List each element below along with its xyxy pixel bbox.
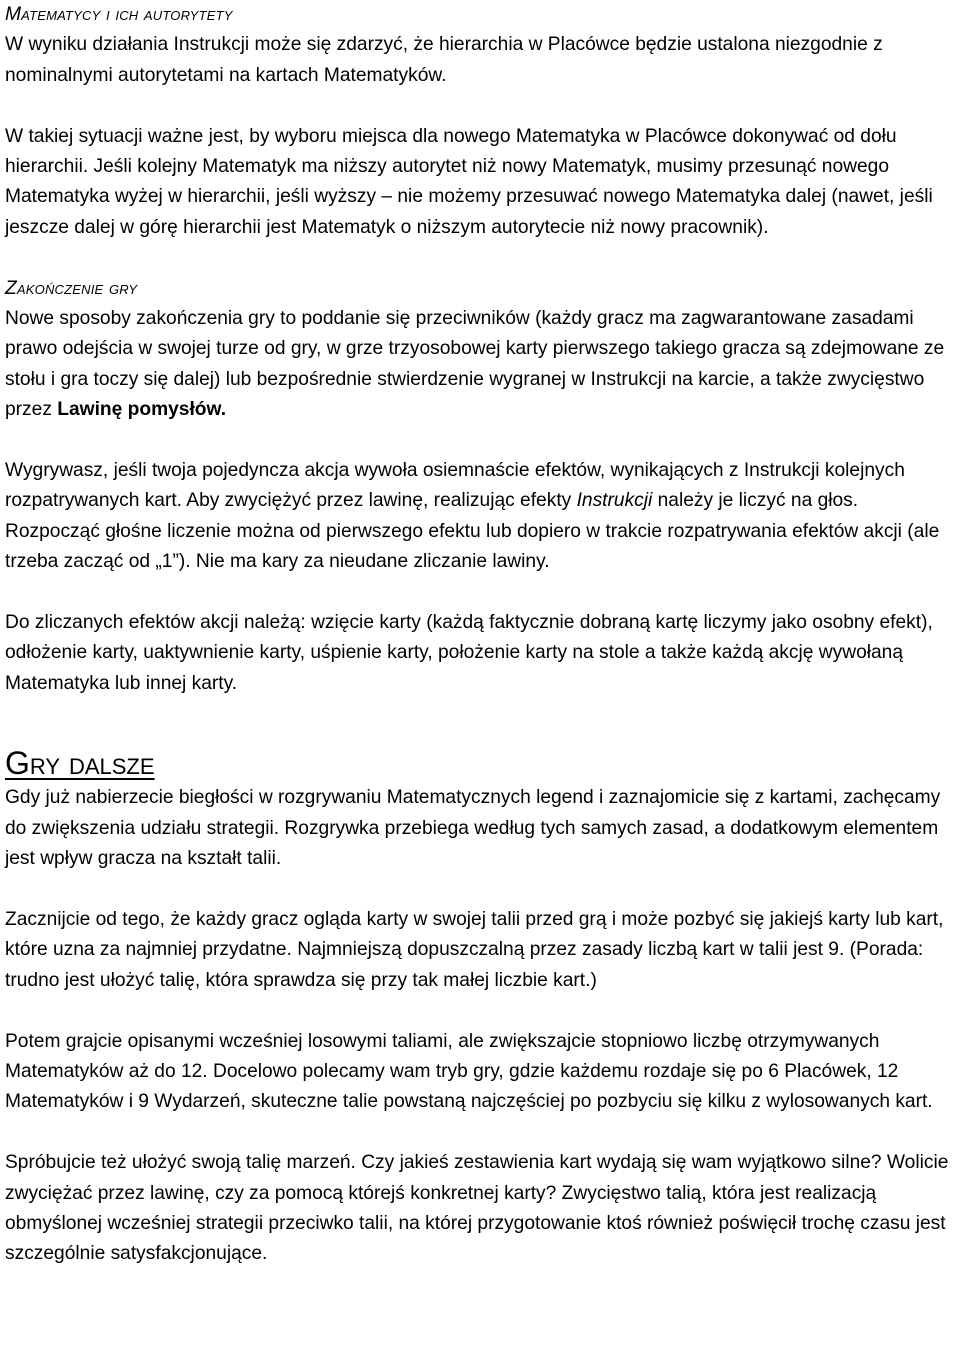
- paragraph-text: Nowe sposoby zakończenia gry to poddanie się przeciwników (każdy gracz ma zagwarantowane zasadami prawo odejścia w swojej turze od gry, w grze trzyosobowej karty pierwszego takiego gracza są zdejmowane ze stołu i gra toczy się dalej) lub bezpośrednie stwierdzenie wygranej w Instrukcji na karcie, a także zwycięstwo przez: [5, 308, 945, 421]
- bold-term: Lawinę pomysłów.: [57, 399, 227, 421]
- paragraph: W takiej sytuacji ważne jest, by wyboru miejsca dla nowego Matematyka w Placówce dokonywać od dołu hierarchii. Jeśli kolejny Matematyk ma niższy autorytet niż nowy Matematyk, musimy przesunąć nowego Matematyka wyżej w hierarchii, jeśli wyższy – nie możemy przesuwać nowego Matematyka dalej (nawet, jeśli jeszcze dalej w górę hierarchii jest Matematyk o niższym autorytecie niż nowy pracownik).: [5, 125, 933, 238]
- paragraph: W wyniku działania Instrukcji może się zdarzyć, że hierarchia w Placówce będzie ustalona niezgodnie z nominalnymi autorytetami na kartach Matematyków.: [5, 34, 883, 86]
- paragraph: Spróbujcie też ułożyć swoją talię marzeń. Czy jakieś zestawienia kart wydają się wam wyjątkowo silne? Wolicie zwyciężać przez lawinę, czy za pomocą którejś konkretnej karty? Zwycięstwo talią, która jest realizacją obmyślonej wcześniej strategii przeciwko talii, na której przygotowanie ktoś również poświęcił trochę czasu jest szczególnie satysfakcjonujące.: [5, 1152, 949, 1265]
- paragraph: [5, 456, 955, 578]
- paragraph: Zacznijcie od tego, że każdy gracz ogląda karty w swojej talii przed grą i może pozbyć się jakiejś karty lub kart, które uzna za najmniej przydatne. Najmniejszą dopuszczalną przez zasady liczbą kart w talii jest 9. (Porada: trudno jest ułożyć talię, która sprawdza się przy tak małej liczbie kart.): [5, 908, 944, 991]
- document-page: [5, 0, 955, 1270]
- italic-term: Instrukcji: [576, 490, 653, 512]
- section-heading-further-games: Gry dalsze: [5, 745, 155, 782]
- paragraph: [5, 304, 955, 426]
- paragraph: Potem grajcie opisanymi wcześniej losowymi taliami, ale zwiększajcie stopniowo liczbę otrzymywanych Matematyków aż do 12. Docelowo polecamy wam tryb gry, gdzie każdemu rozdaje się po 6 Placówek, 12 Matematyków i 9 Wydarzeń, skuteczne talie powstaną najczęściej po pozbyciu się kilku z wylosowanych kart.: [5, 1030, 933, 1113]
- paragraph: Gdy już nabierzecie biegłości w rozgrywaniu Matematycznych legend i zaznajomicie się z kartami, zachęcamy do zwiększenia udziału strategii. Rozgrywka przebiega według tych samych zasad, a dodatkowym elementem jest wpływ gracza na kształt talii.: [5, 787, 941, 870]
- paragraph: Do zliczanych efektów akcji należą: wzięcie karty (każdą faktycznie dobraną kartę liczymy jako osobny efekt), odłożenie karty, uaktywnienie karty, uśpienie karty, położenie karty na stole a także każdą akcję wywołaną Matematyka lub innej karty.: [5, 612, 933, 694]
- section-heading-game-end: Zakończenie gry: [5, 277, 138, 299]
- paragraph-text: Wygrywasz, jeśli twoja pojedyncza akcja wywoła osiemnaście efektów, wynikających z Instrukcji kolejnych rozpatrywanych kart. Aby zwyciężyć przez lawinę, realizując efekty: [5, 460, 905, 512]
- paragraph-text: należy je liczyć na głos. Rozpocząć głośne liczenie można od pierwszego efektu lub dopiero w trakcie rozpatrywania efektów akcji (ale trzeba zacząć od „1”). Nie ma kary za nieudane zliczanie lawiny.: [5, 490, 940, 573]
- section-heading-mathematicians: Matematycy i ich autorytety: [5, 4, 233, 25]
